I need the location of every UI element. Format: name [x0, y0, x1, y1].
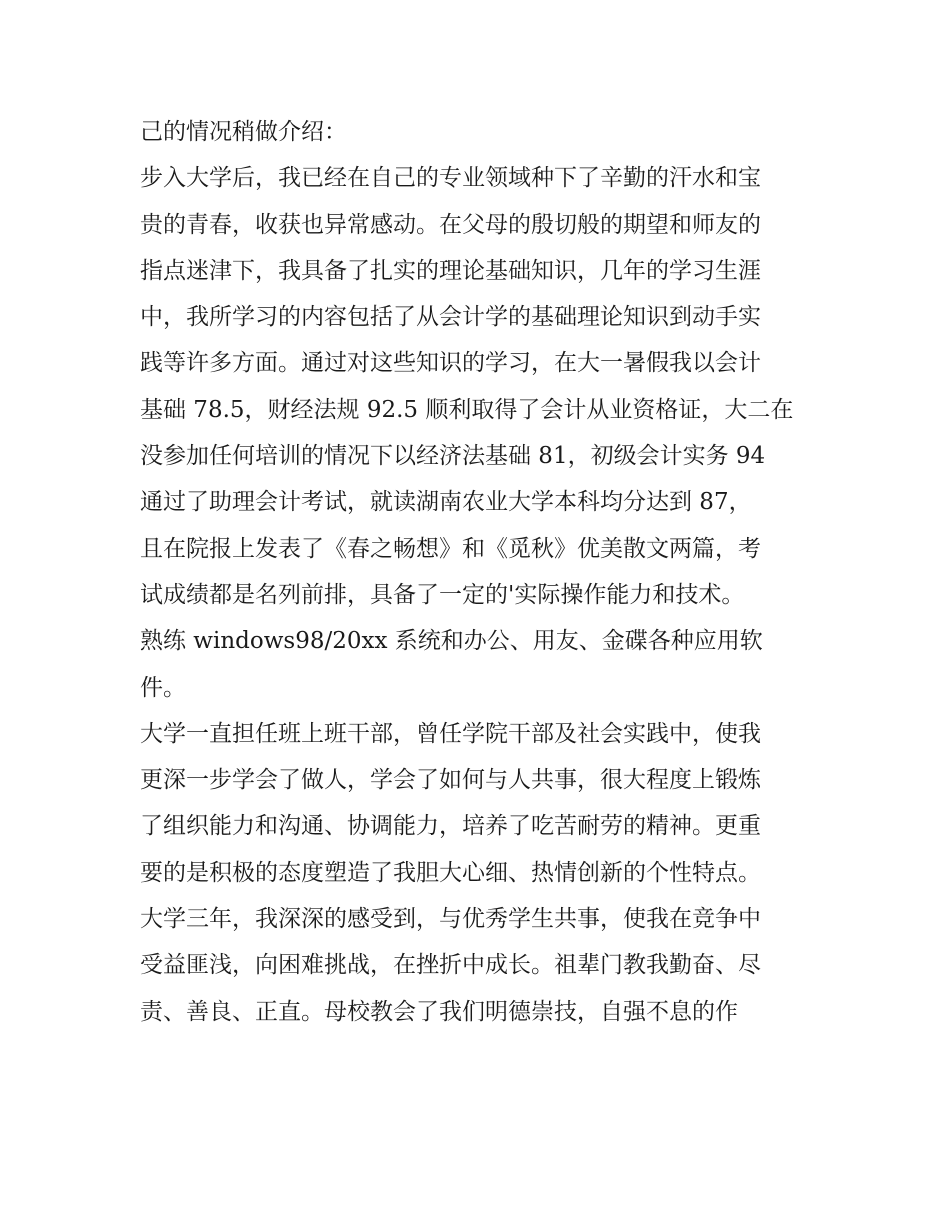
text-line: 更深一步学会了做人，学会了如何与人共事，很大程度上锻炼 — [140, 767, 761, 794]
text-line: 试成绩都是名列前排，具备了一定的'实际操作能力和技术。 — [140, 581, 745, 608]
text-line: 没参加任何培训的情况下以经济法基础 81，初级会计实务 94 — [140, 443, 766, 470]
text-line: 中，我所学习的内容包括了从会计学的基础理论知识到动手实 — [140, 304, 761, 331]
body-text — [140, 109, 820, 1035]
text-line: 贵的青春，收获也异常感动。在父母的殷切般的期望和师友的 — [140, 211, 761, 238]
text-line: 且在院报上发表了《春之畅想》和《觅秋》优美散文两篇，考 — [140, 535, 761, 562]
text-line: 责、善良、正直。母校教会了我们明德崇技，自强不息的作 — [140, 998, 738, 1025]
text-line: 大学一直担任班上班干部，曾任学院干部及社会实践中，使我 — [140, 720, 761, 747]
text-line: 了组织能力和沟通、协调能力，培养了吃苦耐劳的精神。更重 — [140, 813, 761, 840]
text-line: 熟练 windows98/20xx 系统和办公、用友、金碟各种应用软 — [140, 628, 763, 655]
text-line: 受益匪浅，向困难挑战，在挫折中成长。祖辈门教我勤奋、尽 — [140, 952, 761, 979]
text-line: 步入大学后，我已经在自己的专业领域种下了辛勤的汗水和宝 — [140, 165, 761, 192]
text-line: 件。 — [140, 674, 186, 701]
text-line: 指点迷津下，我具备了扎实的理论基础知识，几年的学习生涯 — [140, 257, 761, 284]
text-line: 要的是积极的态度塑造了我胆大心细、热情创新的个性特点。 — [140, 859, 761, 886]
text-line: 践等许多方面。通过对这些知识的学习，在大一暑假我以会计 — [140, 350, 761, 377]
text-line: 己的情况稍做介绍： — [140, 119, 347, 145]
text-line: 通过了助理会计考试，就读湖南农业大学本科均分达到 87， — [140, 489, 752, 516]
text-line: 大学三年，我深深的感受到，与优秀学生共事，使我在竞争中 — [140, 906, 761, 933]
text-line: 基础 78.5，财经法规 92.5 顺利取得了会计从业资格证，大二在 — [140, 396, 794, 423]
